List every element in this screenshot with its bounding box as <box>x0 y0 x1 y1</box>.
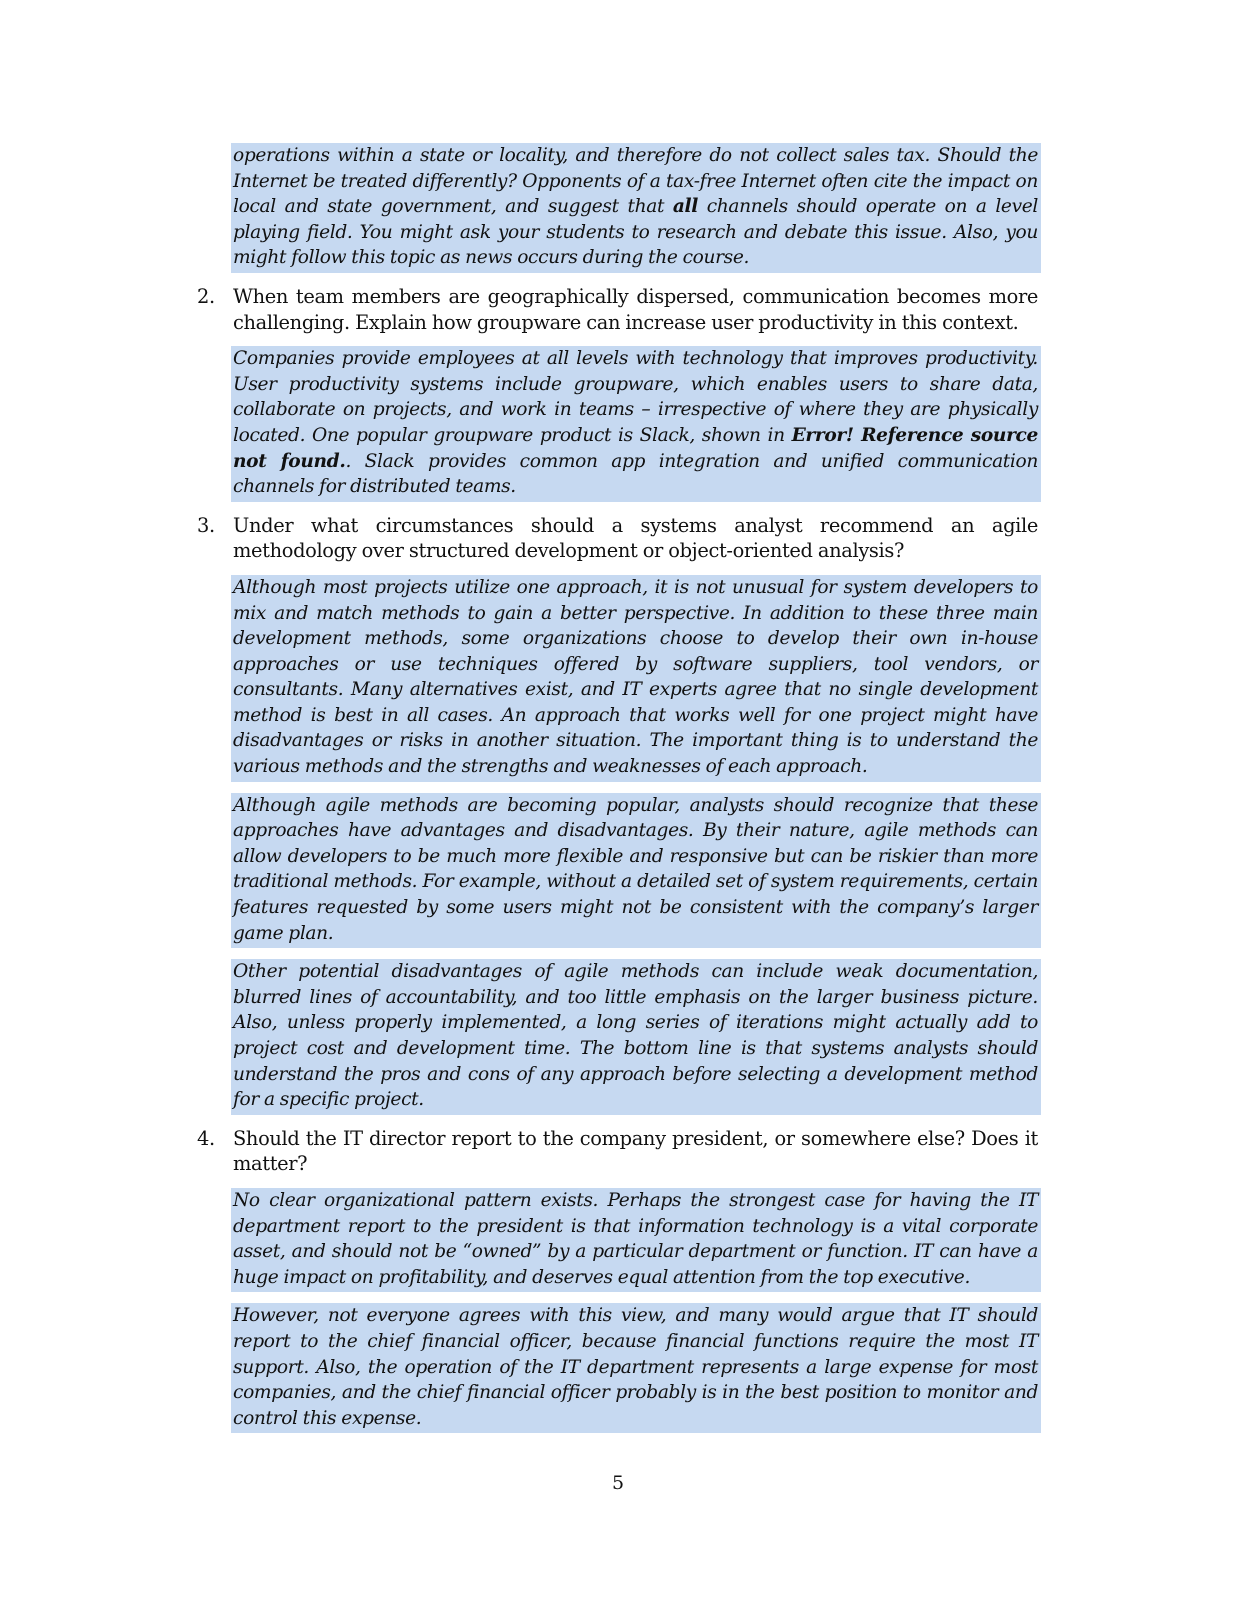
question-2 <box>197 284 1038 335</box>
answer-bold-text: all <box>672 196 698 218</box>
answer-2 <box>231 346 1041 502</box>
question-3 <box>197 513 1038 564</box>
question-number: 4. <box>197 1126 215 1150</box>
answer-4-paragraph: No clear organizational pattern exists. Perhaps the strongest case for having the IT department report to the president is that information technology is a vital corporate asset, and should not be “owned” by a particular department or function. IT can have a huge impact on profitability, and deserves equal attention from the top executive. <box>231 1188 1041 1292</box>
question-text: Under what circumstances should a systems analyst recommend an agile methodology over structured development or object-oriented analysis? <box>233 513 1038 563</box>
question-number: 3. <box>197 513 215 537</box>
answer-text: operations within a state or locality, and therefore do not collect sales tax. Should the Internet be treated differently? Opponents of a tax-free Internet often cite the impact on local and state government, and suggest that <box>233 145 1038 218</box>
answer-text: channels should operate on a level playing field. You might ask your students to research and debate this issue. Also, you might follow this topic as news occurs during the course. <box>233 196 1038 269</box>
answer-bold-text: Error! Reference source not found. <box>233 424 1038 472</box>
answer-3-paragraph: Although most projects utilize one approach, it is not unusual for system developers to mix and match methods to gain a better perspective. In addition to these three main development methods, some organizations choose to develop their own in-house approaches or use techniques offered by software suppliers, tool vendors, or consultants. Many alternatives exist, and IT experts agree that no single development method is best in all cases. An approach that works well for one project might have disadvantages or risks in another situation. The important thing is to understand the various methods and the strengths and weaknesses of each approach. <box>231 575 1041 782</box>
question-4 <box>197 1126 1038 1177</box>
question-text: When team members are geographically dispersed, communication becomes more challenging. Explain how groupware can increase user productivity in this context. <box>233 284 1038 334</box>
answer-3-paragraph: Although agile methods are becoming popular, analysts should recognize that these approaches have advantages and disadvantages. By their nature, agile methods can allow developers to be much more flexible and responsive but can be riskier than more traditional methods. For example, without a detailed set of system requirements, certain features requested by some users might not be consistent with the company’s larger game plan. <box>231 793 1041 949</box>
answer-1-continued <box>231 143 1041 273</box>
answer-text: . Slack provides common app integration and unified communication channels for distributed teams. <box>233 450 1038 498</box>
question-text: Should the IT director report to the company president, or somewhere else? Does it matter? <box>233 1126 1038 1176</box>
answer-3-paragraph: Other potential disadvantages of agile methods can include weak documentation, blurred lines of accountability, and too little emphasis on the larger business picture. Also, unless properly implemented, a long series of iterations might actually add to project cost and development time. The bottom line is that systems analysts should understand the pros and cons of any approach before selecting a development method for a specific project. <box>231 959 1041 1115</box>
question-number: 2. <box>197 284 215 308</box>
page-number: 5 <box>611 1472 625 1494</box>
answer-4-paragraph: However, not everyone agrees with this view, and many would argue that IT should report to the chief financial officer, because financial functions require the most IT support. Also, the operation of the IT department represents a large expense for most companies, and the chief financial officer probably is in the best position to monitor and control this expense. <box>231 1303 1041 1433</box>
page-content <box>197 143 1038 1433</box>
answer-text: Companies provide employees at all levels with technology that improves productivity. User productivity systems include groupware, which enables users to share data, collaborate on projects, and work in teams – irrespective of where they are physically located. One popular groupware product is Slack, shown in <box>233 348 1038 446</box>
